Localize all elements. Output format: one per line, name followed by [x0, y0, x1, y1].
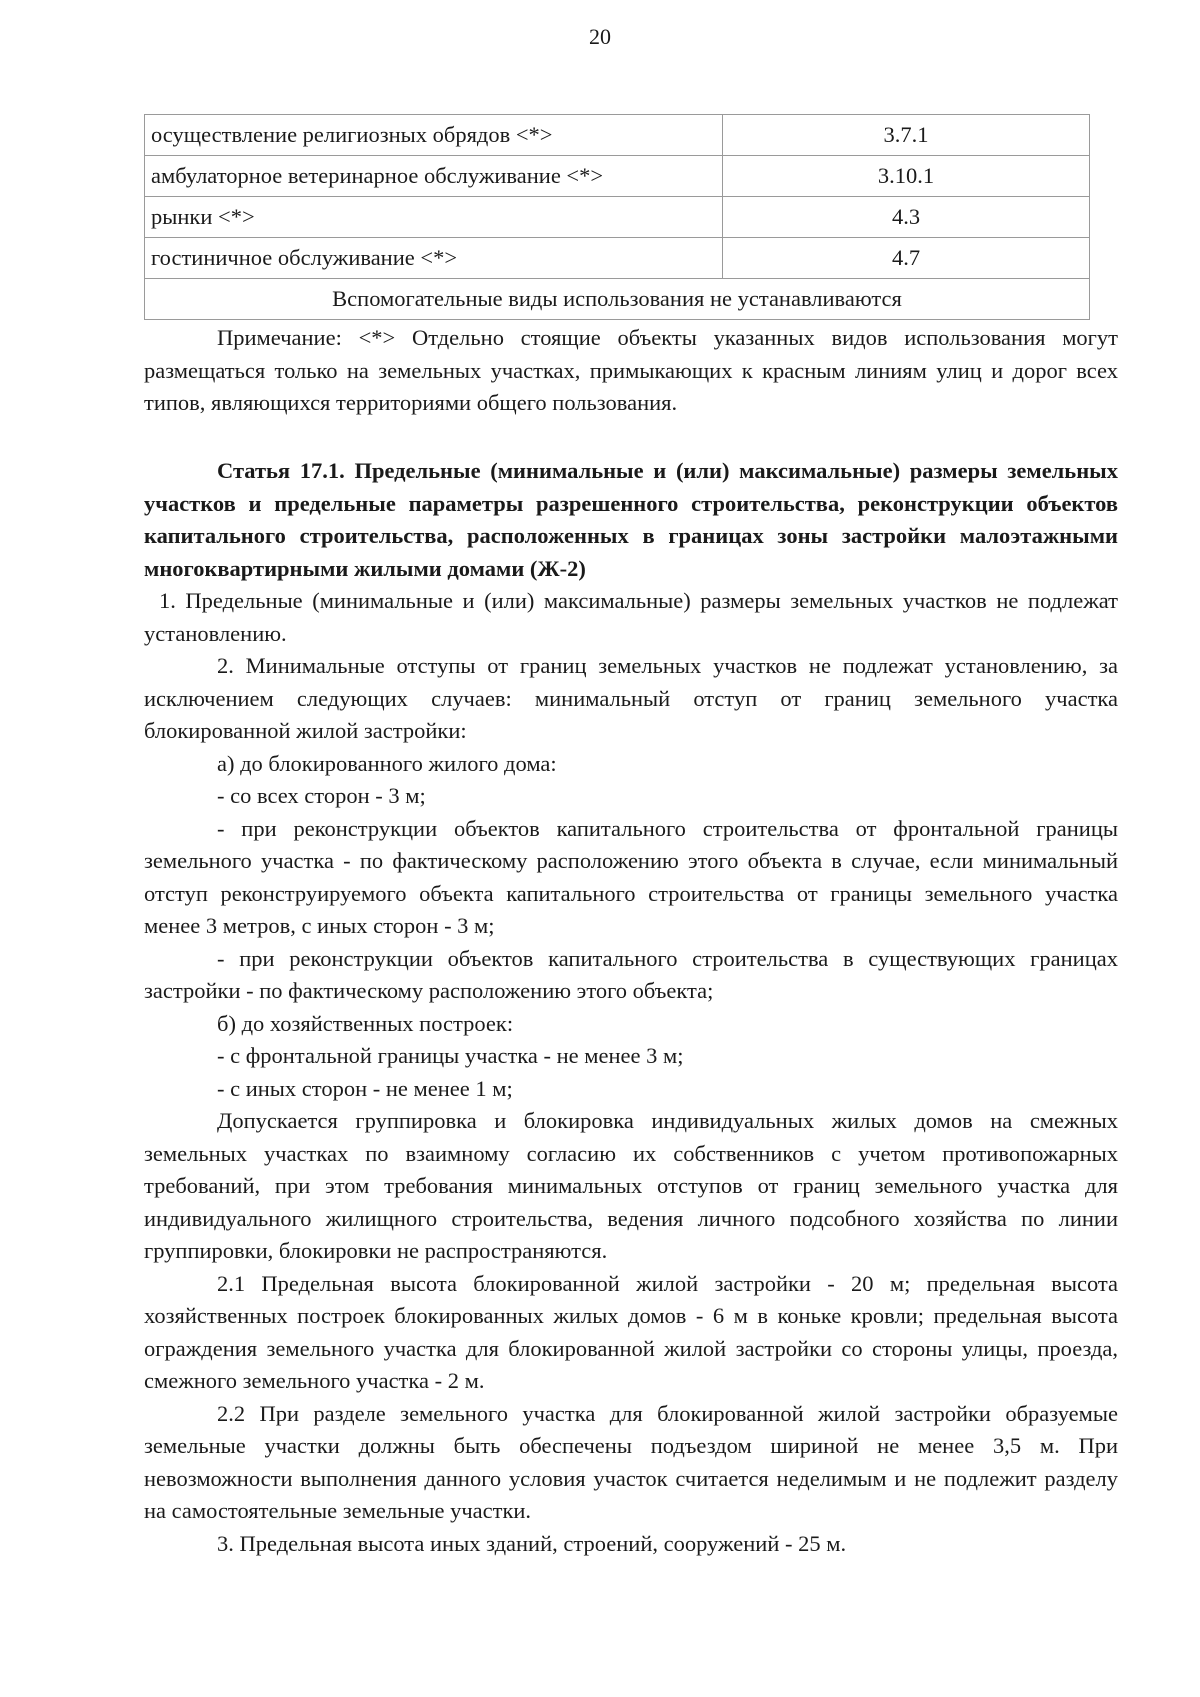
auxiliary-uses-note: Вспомогательные виды использования не устанавливаются	[145, 279, 1090, 320]
article-paragraph: а) до блокированного жилого дома:	[217, 750, 557, 776]
table-row	[145, 156, 1090, 197]
use-code: 4.7	[723, 238, 1090, 279]
note-section	[144, 322, 1118, 420]
permitted-uses-table	[144, 114, 1090, 320]
use-name: рынки <*>	[145, 197, 723, 238]
article-paragraph: - с иных сторон - не менее 1 м;	[217, 1075, 513, 1101]
article-paragraph: 1. Предельные (минимальные и (или) максимальные) размеры земельных участков не подлежат установлению.	[144, 588, 1118, 646]
article-paragraph: 3. Предельная высота иных зданий, строений, сооружений - 25 м.	[217, 1530, 847, 1556]
use-code: 4.3	[723, 197, 1090, 238]
article-paragraph: б) до хозяйственных построек:	[217, 1010, 514, 1036]
table-row	[145, 197, 1090, 238]
use-name: осуществление религиозных обрядов <*>	[145, 115, 723, 156]
table-row	[145, 238, 1090, 279]
article-paragraph: - со всех сторон - 3 м;	[217, 783, 426, 808]
use-name: гостиничное обслуживание <*>	[145, 238, 723, 279]
table-row	[145, 115, 1090, 156]
page-number: 20	[589, 24, 611, 49]
article-paragraph: - при реконструкции объектов капитального строительства от фронтальной границы земельного участка - по фактическому расположению этого объекта в случае, если минимальный отступ реконструируемого объекта капитального строительства от границы земельного участка менее 3 метров, с иных сторон - 3 м;	[144, 815, 1118, 938]
table-footer-row	[145, 279, 1090, 320]
use-code: 3.7.1	[723, 115, 1090, 156]
article-paragraph: Допускается группировка и блокировка индивидуальных жилых домов на смежных земельных участках по взаимному согласию их собственников с учетом противопожарных требований, при этом требования минимальных отступов от границ земельного участка для индивидуального жилищного строительства, ведения личного подсобного хозяйства по линии группировки, блокировки не распространяются.	[144, 1108, 1118, 1263]
article-paragraph: 2.1 Предельная высота блокированной жилой застройки - 20 м; предельная высота хозяйственных построек блокированных жилых домов - 6 м в коньке кровли; предельная высота ограждения земельного участка для блокированной жилой застройки со стороны улицы, проезда, смежного земельного участка - 2 м.	[144, 1270, 1118, 1393]
use-name: амбулаторное ветеринарное обслуживание <*>	[145, 156, 723, 197]
note-paragraph: Примечание: <*> Отдельно стоящие объекты указанных видов использования могут размещаться только на земельных участках, примыкающих к красным линиям улиц и дорог всех типов, являющихся территориями общего пользования.	[144, 325, 1118, 415]
article-section	[144, 455, 1118, 1560]
use-code: 3.10.1	[723, 156, 1090, 197]
article-paragraph: - с фронтальной границы участка - не менее 3 м;	[217, 1043, 684, 1068]
article-paragraph: - при реконструкции объектов капитального строительства в существующих границах застройки - по фактическому расположению этого объекта;	[144, 945, 1118, 1003]
article-heading: Статья 17.1. Предельные (минимальные и (или) максимальные) размеры земельных участков и предельные параметры разрешенного строительства, реконструкции объектов капитального строительства, расположенных в границах зоны застройки малоэтажными многоквартирными жилыми домами (Ж-2)	[144, 458, 1118, 581]
article-paragraph: 2.2 При разделе земельного участка для блокированной жилой застройки образуемые земельные участки должны быть обеспечены подъездом шириной не менее 3,5 м. При невозможности выполнения данного условия участок считается неделимым и не подлежит разделу на самостоятельные земельные участки.	[144, 1400, 1118, 1523]
article-paragraph: 2. Минимальные отступы от границ земельных участков не подлежат установлению, за исключением следующих случаев: минимальный отступ от границ земельного участка блокированной жилой застройки:	[144, 653, 1118, 743]
